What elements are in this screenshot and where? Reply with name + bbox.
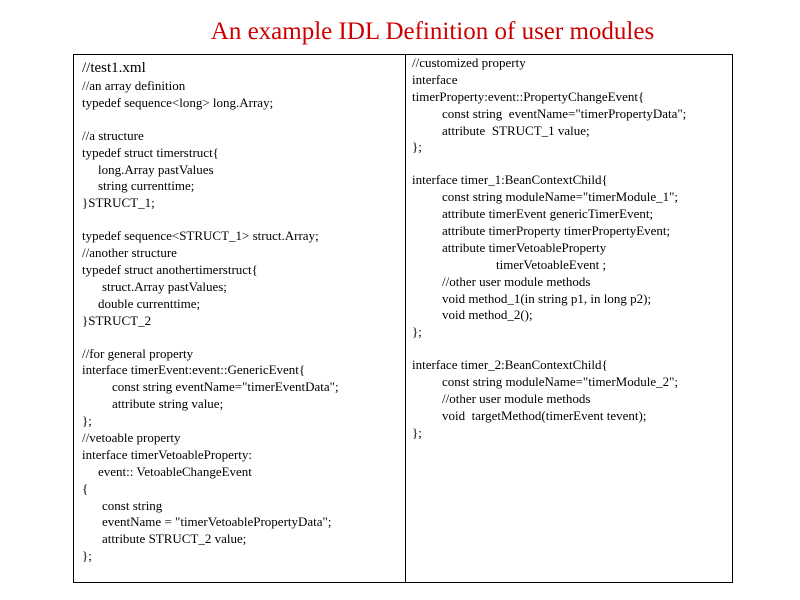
- file-name: //test1.xml: [82, 60, 146, 76]
- right-column: [412, 55, 730, 442]
- code-line: interface timerEvent:event::GenericEvent{: [82, 362, 306, 378]
- column-divider: [405, 55, 406, 582]
- code-line: void targetMethod(timerEvent tevent);: [442, 407, 647, 423]
- code-line: timerProperty:event::PropertyChangeEvent{: [412, 88, 645, 104]
- code-line: eventName = "timerVetoablePropertyData";: [102, 514, 332, 530]
- code-line: long.Array pastValues: [98, 161, 214, 177]
- code-line: }STRUCT_1;: [82, 195, 155, 211]
- code-line: attribute timerEvent genericTimerEvent;: [442, 206, 654, 222]
- code-line: void method_2();: [442, 307, 533, 323]
- code-line: attribute timerProperty timerPropertyEvent;: [442, 223, 671, 239]
- left-column: [82, 55, 400, 565]
- code-line: };: [412, 324, 422, 340]
- code-line: const string moduleName="timerModule_2";: [442, 374, 679, 390]
- code-line: attribute STRUCT_2 value;: [102, 531, 247, 547]
- code-line: };: [412, 424, 422, 440]
- code-line: //another structure: [82, 245, 177, 261]
- code-line: const string eventName="timerPropertyData";: [442, 105, 687, 121]
- code-table: [73, 54, 733, 583]
- code-line: };: [412, 139, 422, 155]
- code-line: }STRUCT_2: [82, 312, 152, 328]
- code-line: event:: VetoableChangeEvent: [98, 463, 252, 479]
- code-line: string currenttime;: [98, 178, 195, 194]
- code-line: //a structure: [82, 127, 144, 143]
- code-line: typedef sequence<long> long.Array;: [82, 94, 274, 110]
- code-line: //customized property: [412, 55, 526, 70]
- code-line: interface timer_1:BeanContextChild{: [412, 172, 608, 188]
- code-line: const string moduleName="timerModule_1";: [442, 189, 679, 205]
- code-line: //other user module methods: [442, 273, 591, 289]
- code-line: {: [82, 480, 89, 496]
- code-line: //other user module methods: [442, 391, 591, 407]
- code-line: const string eventName="timerEventData";: [112, 379, 339, 395]
- code-line: interface timer_2:BeanContextChild{: [412, 357, 608, 373]
- code-line: double currenttime;: [98, 295, 201, 311]
- code-line: typedef sequence<STRUCT_1> struct.Array;: [82, 228, 319, 244]
- code-line: attribute STRUCT_1 value;: [442, 122, 590, 138]
- code-line: //an array definition: [82, 78, 186, 93]
- code-line: void method_1(in string p1, in long p2);: [442, 290, 652, 306]
- code-line: //for general property: [82, 345, 194, 361]
- slide-title: An example IDL Definition of user modules: [210, 18, 655, 45]
- code-line: typedef struct timerstruct{: [82, 144, 219, 160]
- code-line: interface: [412, 71, 458, 87]
- code-line: };: [82, 548, 92, 564]
- code-line: attribute string value;: [112, 396, 224, 412]
- code-line: //vetoable property: [82, 430, 181, 446]
- code-line: interface timerVetoableProperty:: [82, 446, 253, 462]
- code-line: timerVetoableEvent ;: [496, 256, 607, 272]
- code-line: struct.Array pastValues;: [102, 278, 227, 294]
- code-line: const string: [102, 497, 163, 513]
- code-line: };: [82, 413, 92, 429]
- code-line: attribute timerVetoableProperty: [442, 239, 607, 255]
- code-line: typedef struct anothertimerstruct{: [82, 262, 258, 278]
